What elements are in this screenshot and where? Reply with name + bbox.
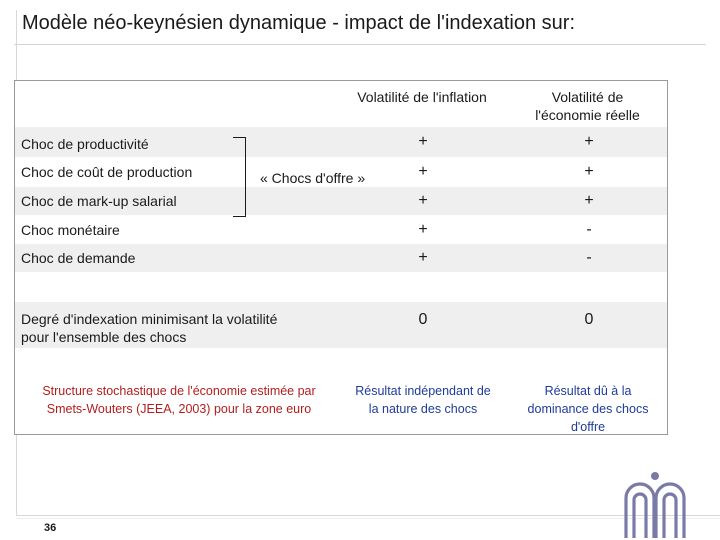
indexation-table <box>14 80 668 435</box>
bottom-rule-secondary <box>16 518 720 519</box>
row-label-cout-production: Choc de coût de production <box>21 164 193 180</box>
bottom-rule <box>16 515 720 516</box>
col-header-inflation: Volatilité de l'inflation <box>357 89 487 105</box>
cell-real-demande: - <box>586 249 592 266</box>
footer-note-structure: Structure stochastique de l'économie estimée par Smets-Wouters (JEEA, 2003) pour la zone euro <box>42 384 316 416</box>
row-label-demande: Choc de demande <box>21 250 136 266</box>
supply-shock-bracket <box>233 137 246 217</box>
cell-real-productivite: + <box>584 133 594 150</box>
cell-inflation-cout: + <box>418 163 428 180</box>
indexation-row-label: Degré d'indexation minimisant la volatilité pour l'ensemble des chocs <box>21 311 278 345</box>
indexation-real-value: 0 <box>584 311 594 328</box>
footer-note-independent: Résultat indépendant de la nature des chocs <box>355 384 491 416</box>
row-label-mark-up: Choc de mark-up salarial <box>21 193 177 209</box>
col-header-real-economy: Volatilité de l'économie réelle <box>535 89 640 123</box>
slide-title: Modèle néo-keynésien dynamique - impact de l'indexation sur: <box>22 12 576 34</box>
cell-inflation-productivite: + <box>418 133 428 150</box>
footer-note-supply-dominance: Résultat dû à la dominance des chocs d'offre <box>527 384 649 434</box>
supply-shocks-label: « Chocs d'offre » <box>260 170 366 186</box>
cell-real-monetaire: - <box>586 221 592 238</box>
indexation-inflation-value: 0 <box>418 311 428 328</box>
cell-inflation-monetaire: + <box>418 221 428 238</box>
cell-inflation-demande: + <box>418 249 428 266</box>
institution-logo-icon <box>620 468 692 540</box>
row-label-monetaire: Choc monétaire <box>21 222 120 238</box>
cell-real-cout: + <box>584 163 594 180</box>
cell-real-markup: + <box>584 192 594 209</box>
row-label-productivite: Choc de productivité <box>21 136 149 152</box>
cell-inflation-markup: + <box>418 192 428 209</box>
title-rule <box>14 44 706 45</box>
page-number: 36 <box>44 522 57 534</box>
